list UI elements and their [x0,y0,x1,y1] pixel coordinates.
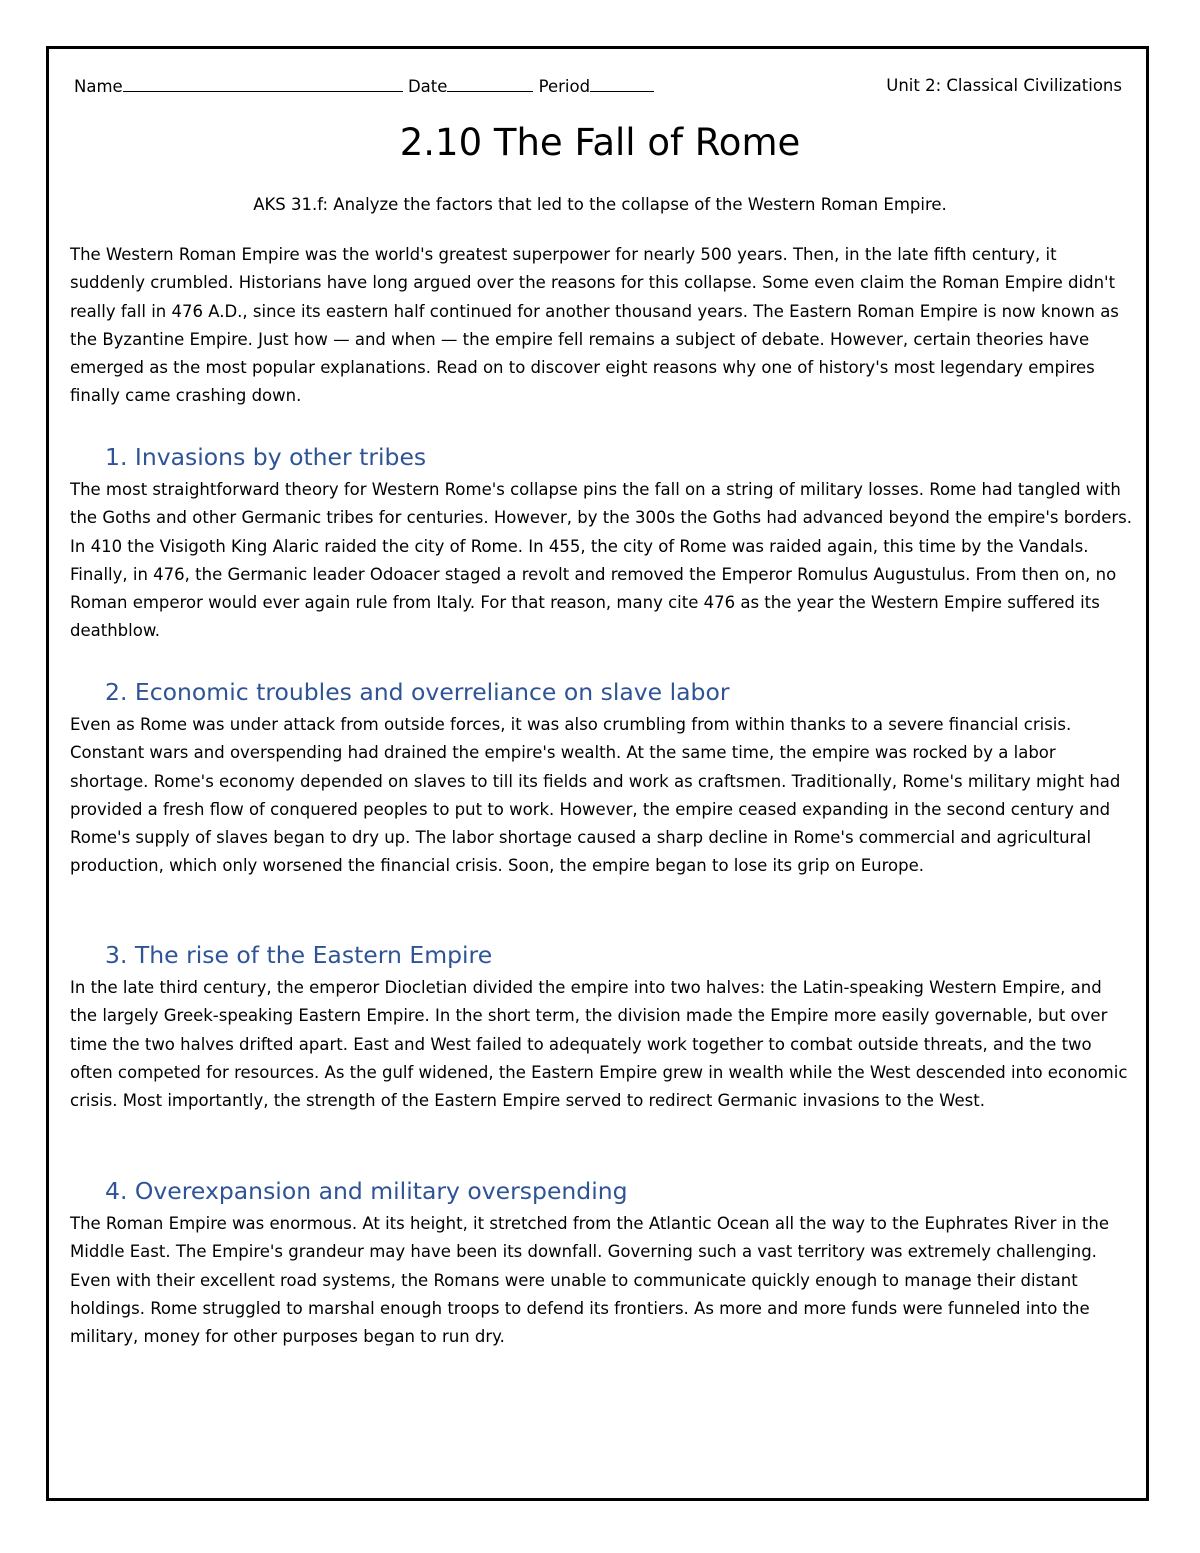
section-body-overexpansion: The Roman Empire was enormous. At its height, it stretched from the Atlantic Ocean all the way to the Euphrates River in the Middle East. The Empire's grandeur may have been its downfall. Governing such a vast territory was extremely challenging. Even with their excellent road systems, the Romans were unable to communicate quickly enough to manage their distant holdings. Rome struggled to marshal enough troops to defend its frontiers. As more and more funds were funneled into the military, money for other purposes began to run dry. [70,1214,1109,1347]
section-body-eastern-empire: In the late third century, the emperor Diocletian divided the empire into two halves: the Latin-speaking Western Empire, and the largely Greek-speaking Eastern Empire. In the short term, the division made the Empire more easily governable, but over time the two halves drifted apart. East and West failed to adequately work together to combat outside threats, and the two often competed for resources. As the gulf widened, the Eastern Empire grew in wealth while the West descended into economic crisis. Most importantly, the strength of the Eastern Empire served to redirect Germanic invasions to the West. [70,978,1128,1111]
section-heading-eastern-empire: 3. The rise of the Eastern Empire [105,941,493,969]
unit-label: Unit 2: Classical Civilizations [886,76,1122,95]
section-heading-invasions: 1. Invasions by other tribes [105,443,427,471]
standard-statement: AKS 31.f: Analyze the factors that led to the collapse of the Western Roman Empire. [253,195,947,214]
section-body-invasions: The most straightforward theory for Western Rome's collapse pins the fall on a string of military losses. Rome had tangled with the Goths and other Germanic tribes for centuries. However, by the 300s the Goths had advanced beyond the empire's borders. In 410 the Visigoth King Alaric raided the city of Rome. In 455, the city of Rome was raided again, this time by the Vandals. Finally, in 476, the Germanic leader Odoacer staged a revolt and removed the Emperor Romulus Augustulus. From then on, no Roman emperor would ever again rule from Italy. For that reason, many cite 476 as the year the Western Empire suffered its deathblow. [70,480,1133,641]
section-body-economic: Even as Rome was under attack from outside forces, it was also crumbling from within thanks to a severe financial crisis. Constant wars and overspending had drained the empire's wealth. At the same time, the empire was rocked by a labor shortage. Rome's economy depended on slaves to till its fields and work as craftsmen. Traditionally, Rome's military might had provided a fresh flow of conquered peoples to put to work. However, the empire ceased expanding in the second century and Rome's supply of slaves began to dry up. The labor shortage caused a sharp decline in Rome's commercial and agricultural production, which only worsened the financial crisis. Soon, the empire began to lose its grip on Europe. [70,715,1121,876]
worksheet-header [74,74,1122,98]
date-blank [447,74,533,92]
intro-paragraph: The Western Roman Empire was the world's greatest superpower for nearly 500 years. Then, in the late fifth century, it suddenly crumbled. Historians have long argued over the reasons for this collapse. Some even claim the Roman Empire didn't really fall in 476 A.D., since its eastern half continued for another thousand years. The Eastern Roman Empire is now known as the Byzantine Empire. Just how — and when — the empire fell remains a subject of debate. However, certain theories have emerged as the most popular explanations. Read on to discover eight reasons why one of history's most legendary empires finally came crashing down. [70,245,1119,406]
section-heading-overexpansion: 4. Overexpansion and military overspending [105,1177,628,1205]
period-blank [590,74,654,92]
student-info-fields [74,74,654,99]
date-label: Date [407,77,448,96]
name-label: Name [74,77,123,96]
period-label: Period [538,77,591,96]
section-heading-economic: 2. Economic troubles and overreliance on slave labor [105,678,730,706]
name-blank [123,74,403,92]
page-title: 2.10 The Fall of Rome [399,121,801,164]
